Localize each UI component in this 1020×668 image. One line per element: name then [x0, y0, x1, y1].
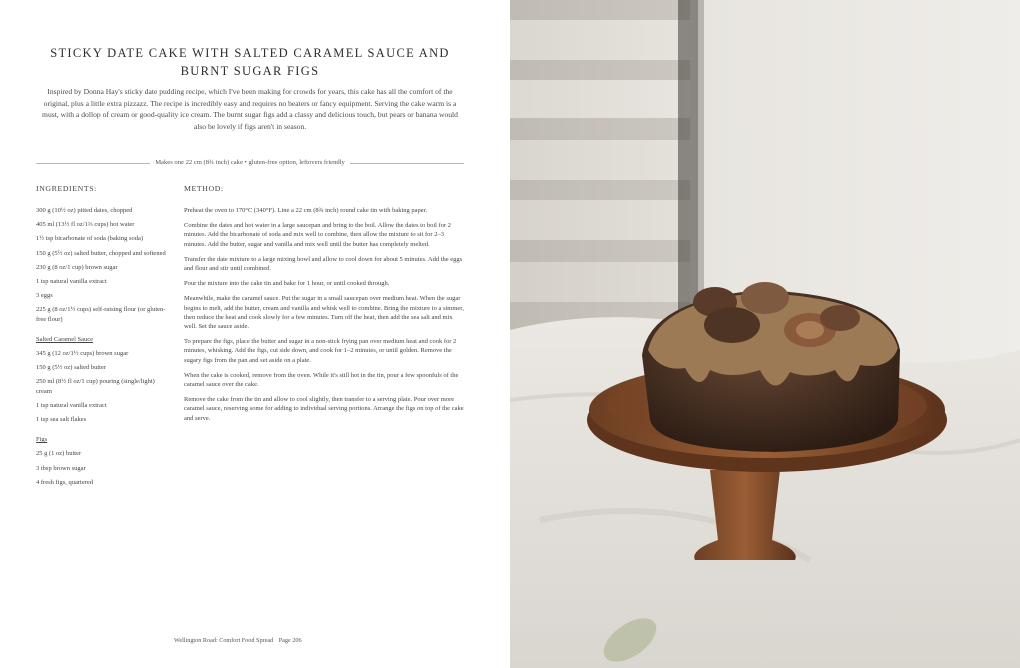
ingredients-heading: INGREDIENTS: — [36, 184, 97, 193]
ingredient-item: 230 g (8 oz/1 cup) brown sugar — [36, 263, 118, 271]
method-steps — [184, 206, 464, 429]
cake-photo — [510, 0, 1020, 668]
window-shutter — [510, 0, 690, 330]
figs-item: 25 g (1 oz) butter — [36, 450, 82, 458]
method-step: Pour the mixture into the cake tin and bake for 1 hour, or until cooked through. — [184, 280, 390, 288]
method-step: When the cake is cooked, remove from the oven. While it's still hot in the tin, pour a few spoonfuls of the caramel sauce over the cake. — [184, 371, 459, 389]
caramel-item: 150 g (5½ oz) salted butter — [36, 364, 107, 372]
caramel-item: 345 g (12 oz/1½ cups) brown sugar — [36, 350, 129, 358]
ingredient-item: 405 ml (13½ fl oz/1⅔ cups) hot water — [36, 221, 135, 229]
caramel-item: 1 tsp sea salt flakes — [36, 416, 87, 424]
caramel-subheading: Salted Caramel Sauce — [36, 335, 94, 343]
recipe-intro: Inspired by Donna Hay's sticky date pudding recipe, which I've been making for crowds for years, this cake has all the comfort of the original, plus a little extra pizzazz. The recipe is incredibly easy and requires no beaters or fancy equipment. Serving the cake warm is a must, with a dollop of cream or good-quality ice cream. The burnt sugar figs add a classy and delicious touch, but pears or banana would also be lovely if figs aren't in season. — [42, 87, 458, 131]
ingredients-list — [36, 206, 168, 492]
ingredient-item: 300 g (10½ oz) pitted dates, chopped — [36, 207, 133, 214]
method-step: Transfer the date mixture to a large mixing bowl and allow to cool down for about 5 minutes. Add the eggs and flour and stir until combined. — [184, 255, 463, 273]
footer-book-title: Wellington Road: Comfort Food Spread — [174, 637, 274, 644]
method-step: Remove the cake from the tin and allow to cool slightly, then transfer to a serving plate. Pour over more caramel sauce, reserving some for adding to individual serving portions. Arrange the figs on top of the cake and serve. — [184, 396, 464, 422]
figs-item: 4 fresh figs, quartered — [36, 478, 94, 486]
cake-stand-illustration — [510, 0, 1020, 668]
method-step: To prepare the figs, place the butter and sugar in a non-stick frying pan over medium heat and cook for 2 minutes, whisking. Add the figs, cut side down, and cook for 1–2 minutes, or until golden. Remove the sugary figs from the pan and set aside on a plate. — [184, 338, 457, 364]
ingredient-item: 225 g (8 oz/1½ cups) self-raising flour (or gluten-free flour) — [36, 306, 166, 323]
ingredient-item: 1½ tsp bicarbonate of soda (baking soda) — [36, 235, 144, 243]
ingredient-item: 150 g (5½ oz) salted butter, chopped and softened — [36, 249, 166, 257]
recipe-title: STICKY DATE CAKE WITH SALTED CARAMEL SAUCE AND BURNT SUGAR FIGS — [50, 46, 450, 78]
caramel-item: 1 tsp natural vanilla extract — [36, 401, 107, 409]
caramel-item: 250 ml (8½ fl oz/1 cup) pouring (single/light) cream — [36, 378, 155, 395]
ingredient-item: 3 eggs — [36, 292, 53, 300]
method-step: Combine the dates and hot water in a large saucepan and bring to the boil. Allow the dates to boil for 2 minutes. Add the bicarbonate of soda and mix well to combine, then allow the mixture to sit for 2–3 minutes. Add the butter, sugar and vanilla and mix well until the butter has completely melted. — [184, 222, 452, 248]
figs-subheading: Figs — [36, 436, 48, 444]
page-footer — [174, 637, 302, 644]
yield-text: Makes one 22 cm (8¾ inch) cake • gluten-free option, leftovers friendly — [150, 159, 350, 166]
ingredient-item: 1 tsp natural vanilla extract — [36, 278, 107, 286]
yield-line — [36, 157, 464, 169]
footer-page-number: Page 206 — [278, 637, 302, 644]
method-heading: METHOD: — [184, 184, 224, 193]
method-step: Meanwhile, make the caramel sauce. Put the sugar in a small saucepan over medium heat. When the sugar begins to melt, add the butter, cream and vanilla and whisk well to combine. Bring the mixture to a simmer, then reduce the heat and cook slowly for a few minutes. Turn off the heat, then add the sea salt and mix well. Set the sauce aside. — [184, 295, 464, 331]
method-step: Preheat the oven to 170°C (340°F). Line a 22 cm (8¾ inch) round cake tin with baking paper. — [184, 207, 428, 214]
figs-item: 3 tbsp brown sugar — [36, 464, 86, 472]
